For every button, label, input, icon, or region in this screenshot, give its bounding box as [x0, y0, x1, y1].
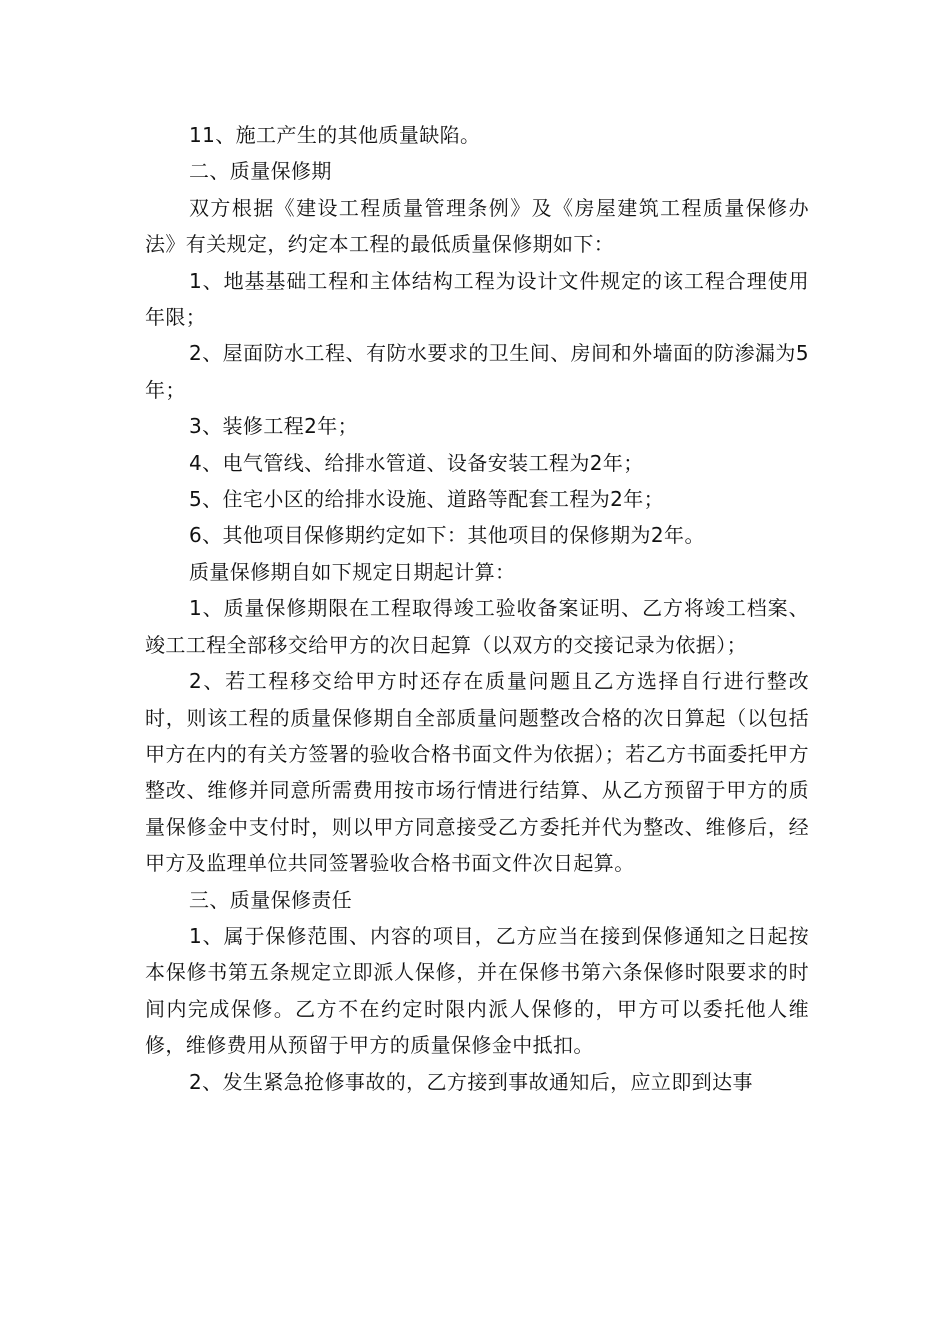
paragraph-start-rule-1: 1、质量保修期限在工程取得竣工验收备案证明、乙方将竣工档案、竣工工程全部移交给甲方的次日起算（以双方的交接记录为依据）； [145, 596, 809, 657]
section-heading-warranty-period: 二、质量保修期 [189, 159, 332, 184]
paragraph-period-start-intro: 质量保修期自如下规定日期起计算： [189, 559, 516, 584]
section-heading-warranty-responsibility: 三、质量保修责任 [189, 887, 353, 912]
paragraph-start-rule-2: 2、若工程移交给甲方时还存在质量问题且乙方选择自行进行整改时，则该工程的质量保修期自全部质量问题整改合格的次日算起（以包括甲方在内的有关方签署的验收合格书面文件为依据）；若乙方书面委托甲方整改、维修并同意所需费用按市场行情进行结算、从乙方预留于甲方的质量保修金中支付时，则以甲方同意接受乙方委托并代为整改、维修后，经甲方及监理单位共同签署验收合格书面文件次日起算。 [145, 669, 809, 876]
document-body [145, 117, 809, 1100]
paragraph-period-item-1: 1、地基基础工程和主体结构工程为设计文件规定的该工程合理使用年限； [145, 268, 809, 330]
paragraph-warranty-basis: 双方根据《建设工程质量管理条例》及《房屋建筑工程质量保修办法》有关规定，约定本工程的最低质量保修期如下： [145, 195, 809, 257]
paragraph-defect-item-11: 11、施工产生的其他质量缺陷。 [189, 123, 481, 147]
paragraph-responsibility-item-1: 1、属于保修范围、内容的项目，乙方应当在接到保修通知之日起按本保修书第五条规定立即派人保修，并在保修书第六条保修时限要求的时间内完成保修。乙方不在约定时限内派人保修的，甲方可以委托他人维修，维修费用从预留于甲方的质量保修金中抵扣。 [145, 923, 809, 1058]
paragraph-period-item-2: 2、屋面防水工程、有防水要求的卫生间、房间和外墙面的防渗漏为5年； [145, 341, 809, 402]
paragraph-period-item-3: 3、装修工程2年； [189, 414, 359, 439]
paragraph-period-item-5: 5、住宅小区的给排水设施、道路等配套工程为2年； [189, 487, 665, 512]
paragraph-responsibility-item-2: 2、发生紧急抢修事故的，乙方接到事故通知后，应立即到达事 [189, 1069, 753, 1094]
paragraph-period-item-4: 4、电气管线、给排水管道、设备安装工程为2年； [189, 450, 644, 475]
paragraph-period-item-6: 6、其他项目保修期约定如下：其他项目的保修期为2年。 [189, 523, 705, 548]
